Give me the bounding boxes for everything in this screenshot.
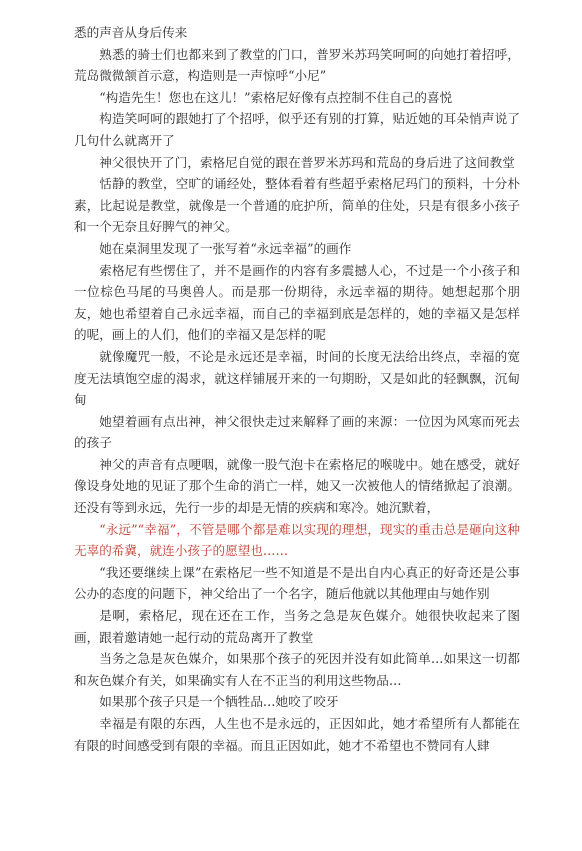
paragraph: 构造笑呵呵的跟她打了个招呼，似乎还有别的打算，贴近她的耳朵悄声说了几句什么就离开了 bbox=[74, 111, 520, 148]
paragraph: “我还要继续上课”在索格尼一些不知道是不是出自内心真正的好奇还是公事公办的态度的问题下，神父给出了一个名字，随后他就以其他理由与她作别 bbox=[74, 564, 520, 602]
paragraph: 索格尼有些愣住了，并不是画作的内容有多震撼人心，不过是一个小孩子和一位棕色马尾的马奥兽人。而是那一份期待，永远幸福的期待。她想起那个朋友，她也希望着自己永远幸福，而自己的幸福到底是怎样的，她的幸福又是怎样的呢，画上的人们，他们的幸福又是怎样的呢 bbox=[74, 262, 520, 343]
paragraph: 当务之急是灰色媒介，如果那个孩子的死因并没有如此简单…如果这一切都和灰色媒介有关，如果确实有人在不正当的利用这些物品… bbox=[74, 651, 520, 688]
paragraph: 她望着画有点出神，神父很快走过来解释了画的来源：一位因为风寒而死去的孩子 bbox=[74, 413, 520, 451]
document-body bbox=[74, 22, 520, 756]
paragraph: 就像魔咒一般，不论是永远还是幸福，时间的长度无法给出终点，幸福的宽度无法填饱空虚的渴求，就这样铺展开来的一句期盼，又是如此的轻飘飘，沉甸甸 bbox=[74, 348, 520, 408]
paragraph: 幸福是有限的东西，人生也不是永远的，正因如此，她才希望所有人都能在有限的时间感受到有限的幸福。而且正因如此，她才不希望也不赞同有人肆 bbox=[74, 716, 520, 753]
paragraph: 是啊，索格尼，现在还在工作，当务之急是灰色媒介。她很快收起来了图画，跟着邀请她一起行动的荒岛离开了教堂 bbox=[74, 608, 520, 645]
paragraph: 她在桌洞里发现了一张写着“永远幸福”的画作 bbox=[99, 240, 352, 256]
paragraph: 神父很快开了门，索格尼自觉的跟在普罗米苏玛和荒岛的身后进了这间教堂 bbox=[99, 154, 515, 170]
paragraph: 神父的声音有点哽咽，就像一股气泡卡在索格尼的喉咙中。她在感受，就好像设身处地的见证了那个生命的消亡一样，她又一次被他人的情绪掀起了浪潮。还没有等到永远，先行一步的却是无情的疾病和寒冷。她沉默着， bbox=[74, 456, 520, 516]
paragraph: “永远”“幸福”，不管是哪个都是难以实现的理想，现实的重击总是砸向这种无辜的希冀，就连小孩子的愿望也…… bbox=[74, 521, 520, 559]
paragraph: 恬静的教堂，空旷的诵经处，整体看着有些超乎索格尼玛门的预料，十分朴素，比起说是教堂，就像是一个普通的庇护所，简单的住处，只是有很多小孩子和一个无奈且好脾气的神父。 bbox=[74, 176, 520, 235]
paragraph: 熟悉的骑士们也都来到了教堂的门口，普罗米苏玛笑呵呵的向她打着招呼，荒岛微微颔首示意，构造则是一声惊呼“小尼” bbox=[74, 46, 520, 84]
paragraph: 如果那个孩子只是一个牺牲品…她咬了咬牙 bbox=[99, 694, 339, 710]
paragraph: 悉的声音从身后传来 bbox=[74, 25, 188, 40]
paragraph: “构造先生！您也在这儿！”索格尼好像有点控制不住自己的喜悦 bbox=[99, 89, 453, 105]
